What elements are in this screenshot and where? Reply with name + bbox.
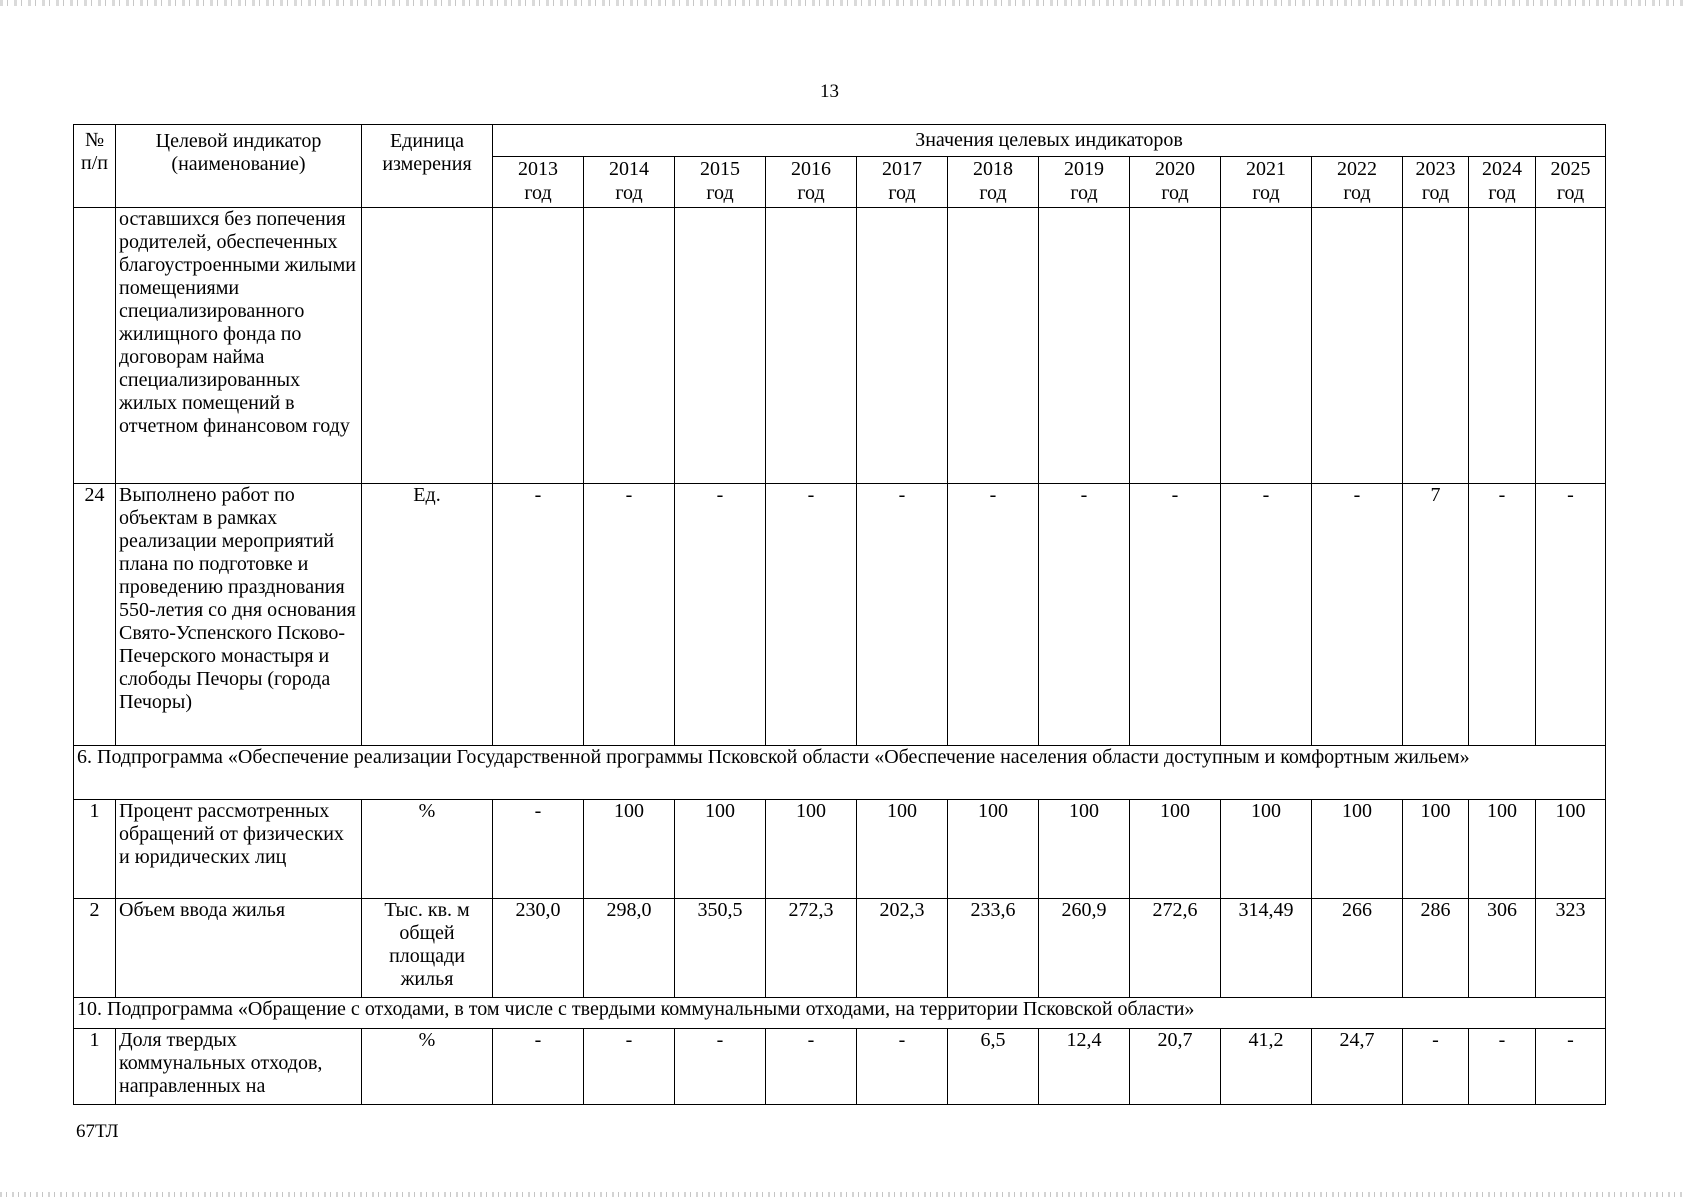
- row-name: Выполнено работ по объектам в рамках реализации мероприятий плана по подготовке и проведению празднования 550-летия со дня основания Свято-Успенского Псково-Печерского монастыря и слободы Печоры (города Печоры): [116, 484, 362, 746]
- value-cell: 100: [766, 800, 857, 899]
- row-unit: %: [362, 800, 493, 899]
- value-cell: [1039, 208, 1130, 484]
- value-cell: 286: [1403, 899, 1469, 998]
- value-cell: -: [1536, 484, 1606, 746]
- scan-edge-bottom: [0, 1192, 1686, 1197]
- value-cell: [1312, 208, 1403, 484]
- table-row-s10-1: [74, 1029, 1606, 1105]
- header-year: 2020 год: [1130, 157, 1221, 208]
- value-cell: -: [493, 484, 584, 746]
- row-unit: [362, 208, 493, 484]
- row-unit: %: [362, 1029, 493, 1105]
- value-cell: 12,4: [1039, 1029, 1130, 1105]
- row-name: Объем ввода жилья: [116, 899, 362, 998]
- header-num: № п/п: [74, 125, 116, 208]
- section-title-10: 10. Подпрограмма «Обращение с отходами, в том числе с твердыми коммунальными отходами, на территории Псковской области»: [74, 998, 1606, 1029]
- value-cell: [675, 208, 766, 484]
- value-cell: [766, 208, 857, 484]
- value-cell: -: [1403, 1029, 1469, 1105]
- value-cell: 100: [1403, 800, 1469, 899]
- value-cell: [493, 208, 584, 484]
- header-name: Целевой индикатор (наименование): [116, 125, 362, 208]
- header-year: 2025 год: [1536, 157, 1606, 208]
- value-cell: [1469, 208, 1536, 484]
- row-name: оставшихся без попечения родителей, обеспеченных благоустроенными жилыми помещениями специализированного жилищного фонда по договорам найма специализированных жилых помещений в отчетном финансовом году: [116, 208, 362, 484]
- header-year: 2017 год: [857, 157, 948, 208]
- header-year: 2016 год: [766, 157, 857, 208]
- value-cell: 100: [857, 800, 948, 899]
- value-cell: -: [584, 484, 675, 746]
- value-cell: 100: [1221, 800, 1312, 899]
- value-cell: -: [675, 1029, 766, 1105]
- value-cell: 100: [1039, 800, 1130, 899]
- value-cell: [1536, 208, 1606, 484]
- row-name: Процент рассмотренных обращений от физических и юридических лиц: [116, 800, 362, 899]
- value-cell: 272,6: [1130, 899, 1221, 998]
- header-unit: Единица измерения: [362, 125, 493, 208]
- header-year: 2013 год: [493, 157, 584, 208]
- value-cell: 100: [1469, 800, 1536, 899]
- footer-document-code: 67ТЛ: [76, 1121, 119, 1142]
- value-cell: -: [857, 484, 948, 746]
- value-cell: [857, 208, 948, 484]
- page-number: 13: [820, 81, 839, 102]
- value-cell: 7: [1403, 484, 1469, 746]
- value-cell: 202,3: [857, 899, 948, 998]
- value-cell: -: [1039, 484, 1130, 746]
- indicators-table: [73, 124, 1606, 1105]
- header-year: 2023 год: [1403, 157, 1469, 208]
- value-cell: -: [493, 1029, 584, 1105]
- row-name: Доля твердых коммунальных отходов, направленных на: [116, 1029, 362, 1105]
- value-cell: 272,3: [766, 899, 857, 998]
- value-cell: 41,2: [1221, 1029, 1312, 1105]
- header-year: 2018 год: [948, 157, 1039, 208]
- value-cell: 24,7: [1312, 1029, 1403, 1105]
- section-title-6: 6. Подпрограмма «Обеспечение реализации Государственной программы Псковской области «Обеспечение населения области доступным и комфортным жильем»: [74, 746, 1606, 800]
- section-row-6: [74, 746, 1606, 800]
- value-cell: -: [1469, 484, 1536, 746]
- value-cell: 100: [1312, 800, 1403, 899]
- value-cell: -: [675, 484, 766, 746]
- header-year: 2019 год: [1039, 157, 1130, 208]
- value-cell: 233,6: [948, 899, 1039, 998]
- section-row-10: [74, 998, 1606, 1029]
- value-cell: 100: [948, 800, 1039, 899]
- value-cell: 100: [1536, 800, 1606, 899]
- value-cell: 306: [1469, 899, 1536, 998]
- value-cell: [1403, 208, 1469, 484]
- value-cell: -: [584, 1029, 675, 1105]
- table-row-s6-2: [74, 899, 1606, 998]
- table-row-s6-1: [74, 800, 1606, 899]
- value-cell: -: [1130, 484, 1221, 746]
- value-cell: -: [1536, 1029, 1606, 1105]
- value-cell: 20,7: [1130, 1029, 1221, 1105]
- value-cell: 260,9: [1039, 899, 1130, 998]
- row-num: [74, 208, 116, 484]
- value-cell: 6,5: [948, 1029, 1039, 1105]
- value-cell: 298,0: [584, 899, 675, 998]
- value-cell: -: [948, 484, 1039, 746]
- value-cell: 266: [1312, 899, 1403, 998]
- value-cell: -: [493, 800, 584, 899]
- value-cell: [948, 208, 1039, 484]
- value-cell: -: [1312, 484, 1403, 746]
- header-year: 2022 год: [1312, 157, 1403, 208]
- value-cell: 100: [1130, 800, 1221, 899]
- row-unit: Ед.: [362, 484, 493, 746]
- value-cell: -: [766, 1029, 857, 1105]
- row-num: 1: [74, 800, 116, 899]
- table-row-24: [74, 484, 1606, 746]
- value-cell: -: [1221, 484, 1312, 746]
- row-num: 1: [74, 1029, 116, 1105]
- value-cell: 350,5: [675, 899, 766, 998]
- header-year: 2021 год: [1221, 157, 1312, 208]
- value-cell: 100: [584, 800, 675, 899]
- header-year: 2014 год: [584, 157, 675, 208]
- table-row-continued: [74, 208, 1606, 484]
- scan-edge-top: [0, 0, 1686, 6]
- value-cell: -: [766, 484, 857, 746]
- value-cell: 323: [1536, 899, 1606, 998]
- value-cell: 100: [675, 800, 766, 899]
- header-year: 2024 год: [1469, 157, 1536, 208]
- row-num: 2: [74, 899, 116, 998]
- value-cell: -: [1469, 1029, 1536, 1105]
- row-num: 24: [74, 484, 116, 746]
- value-cell: [1221, 208, 1312, 484]
- header-values-title: Значения целевых индикаторов: [493, 125, 1606, 157]
- header-year: 2015 год: [675, 157, 766, 208]
- value-cell: [584, 208, 675, 484]
- value-cell: 314,49: [1221, 899, 1312, 998]
- value-cell: -: [857, 1029, 948, 1105]
- value-cell: [1130, 208, 1221, 484]
- value-cell: 230,0: [493, 899, 584, 998]
- row-unit: Тыс. кв. м общей площади жилья: [362, 899, 493, 998]
